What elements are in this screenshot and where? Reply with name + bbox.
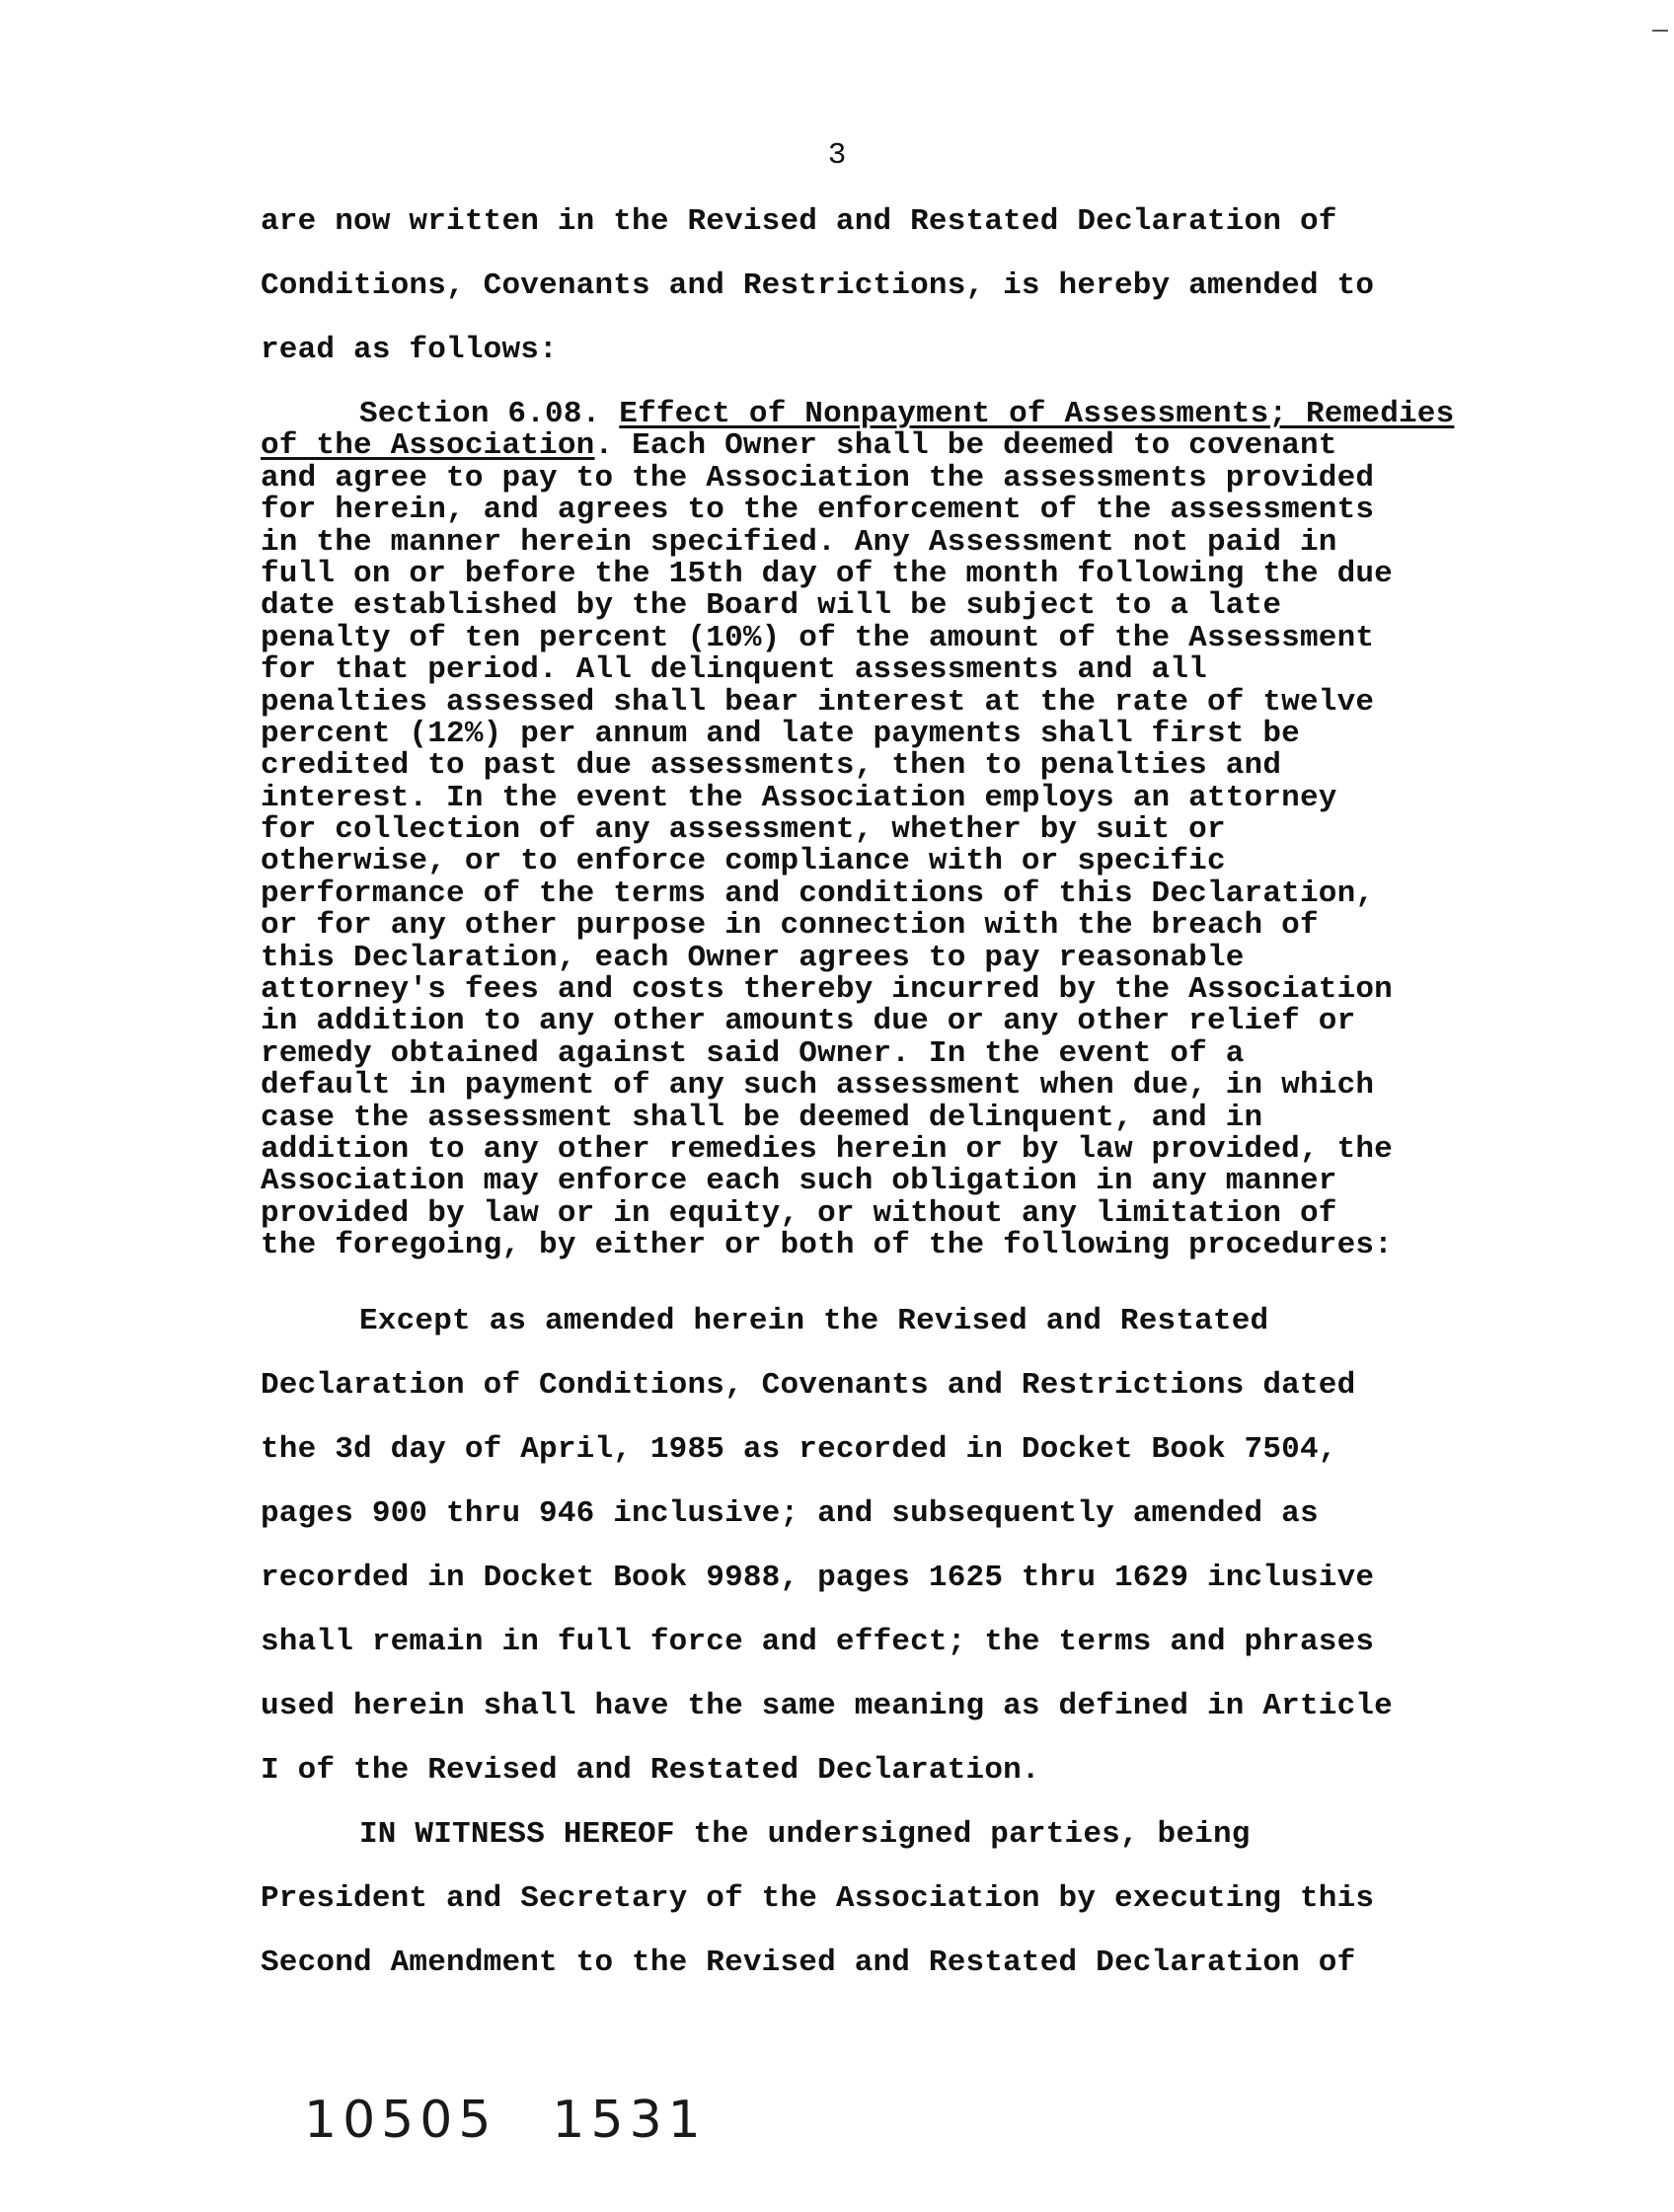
section-line: or for any other purpose in connection with the breach of [261,908,1319,944]
witness-line: President and Secretary of the Association by executing this [261,1881,1375,1916]
witness-line: IN WITNESS HEREOF the undersigned parties, being [359,1817,1251,1852]
section-line: provided by law or in equity, or without any limitation of [261,1195,1337,1231]
witness-paragraph [261,1802,1544,1995]
section-heading-line [261,399,1544,430]
section-line: interest. In the event the Association employs an attorney [261,780,1337,815]
opening-line: read as follows: [261,333,558,367]
except-line: the 3d day of April, 1985 as recorded in Docket Book 7504, [261,1432,1337,1467]
docket-stamp [304,2091,707,2150]
section-line: in the manner herein specified. Any Assessment not paid in [261,524,1337,560]
section-line: attorney's fees and costs thereby incurred by the Association [261,972,1393,1008]
section-heading-line2 [261,430,1544,462]
section-heading-part1: Effect of Nonpayment of Assessments; Remedies [619,397,1455,431]
except-paragraph [261,1289,1544,1802]
section-line: penalty of ten percent (10%) of the amount of the Assessment [261,620,1375,655]
section-heading-period: . [594,428,614,464]
section-line: remedy obtained against said Owner. In the event of a [261,1035,1245,1071]
section-line: for that period. All delinquent assessments and all [261,652,1207,688]
section-line: addition to any other remedies herein or by law provided, the [261,1131,1393,1167]
section-line: this Declaration, each Owner agrees to pay reasonable [261,940,1245,975]
section-line: percent (12%) per annum and late payments shall first be [261,716,1300,751]
section-line: performance of the terms and conditions of this Declaration, [261,876,1375,911]
except-line: pages 900 thru 946 inclusive; and subsequently amended as [261,1496,1319,1531]
section-line: Association may enforce each such obligation in any manner [261,1164,1337,1199]
page-number: 3 [827,138,847,173]
opening-paragraph [261,190,1544,382]
except-line: recorded in Docket Book 9988, pages 1625 thru 1629 inclusive [261,1561,1375,1595]
section-label: Section 6.08. [359,397,601,431]
section-line: penalties assessed shall bear interest at the rate of twelve [261,684,1375,720]
except-line: shall remain in full force and effect; the terms and phrases [261,1625,1375,1659]
except-line: Declaration of Conditions, Covenants and Restrictions dated [261,1368,1356,1403]
section-6-08 [261,399,1544,1262]
section-line: otherwise, or to enforce compliance with or specific [261,844,1226,879]
docket-page-number: 1531 [552,2091,707,2150]
section-line: and agree to pay to the Association the assessments provided [261,460,1375,496]
except-line: used herein shall have the same meaning as defined in Article [261,1689,1393,1723]
section-heading-part2: of the Association [261,428,595,464]
section-line: for herein, and agrees to the enforcement of the assessments [261,493,1375,528]
section-line: case the assessment shall be deemed delinquent, and in [261,1100,1263,1135]
section-line: credited to past due assessments, then to penalties and [261,748,1282,784]
section-line: default in payment of any such assessment when due, in which [261,1068,1375,1104]
opening-line: Conditions, Covenants and Restrictions, is hereby amended to [261,268,1375,303]
witness-line: Second Amendment to the Revised and Restated Declaration of [261,1945,1356,1980]
section-line: the foregoing, by either or both of the following procedures: [261,1228,1393,1263]
section-line: for collection of any assessment, whether by suit or [261,812,1226,848]
scan-corner-mark [1652,30,1668,32]
section-line: in addition to any other amounts due or any other relief or [261,1004,1356,1039]
section-line: date established by the Board will be subject to a late [261,588,1282,624]
section-line: full on or before the 15th day of the month following the due [261,556,1393,591]
opening-line: are now written in the Revised and Restated Declaration of [261,204,1337,239]
section-first-line-rest: Each Owner shall be deemed to covenant [632,428,1337,464]
docket-book-number: 10505 [304,2091,497,2150]
except-line: I of the Revised and Restated Declaration. [261,1753,1040,1788]
except-line: Except as amended herein the Revised and Restated [359,1304,1269,1338]
